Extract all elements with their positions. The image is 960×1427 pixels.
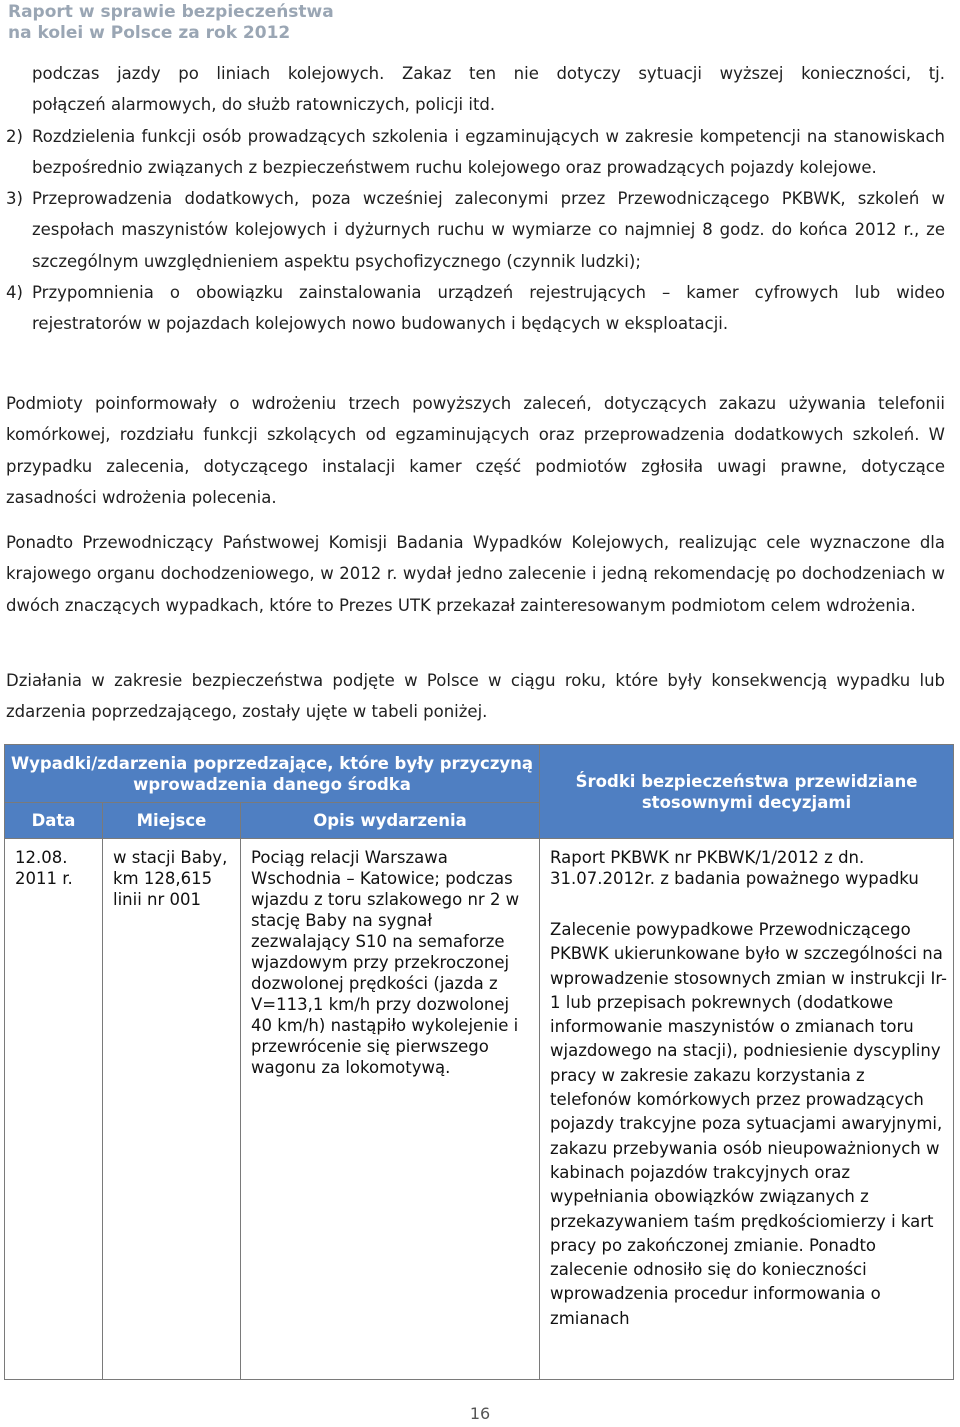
header-date: Data [5,803,103,839]
header-title-line1: Raport w sprawie bezpieczeństwa [8,2,334,22]
page-number: 16 [469,1404,491,1423]
header-place: Miejsce [103,803,241,839]
cell-place: w stacji Baby, km 128,615 linii nr 001 [103,839,241,1380]
list-item-2 [6,121,945,184]
cell-description: Pociąg relacji Warszawa Wschodnia – Katowice; podczas wjazdu z toru szlakowego nr 2 w stację Baby na sygnał zezwalający S10 na semaforze wjazdowym przy przekroczonej dozwolonej prędkości (jazda z V=113,1 km/h przy dozwolonej 40 km/h) nastąpiło wykolejenie i przewrócenie się pierwszego wagonu za lokomotywą. [241,839,540,1380]
paragraph-implementation: Podmioty poinformowały o wdrożeniu trzech powyższych zaleceń, dotyczących zakazu używania telefonii komórkowej, rozdziału funkcji szkolących od egzaminujących oraz przeprowadzenia dodatkowych szkoleń. W przypadku zalecenia, dotyczącego instalacji kamer część podmiotów zgłosiła uwagi prawne, dotyczące zasadności wdrożenia polecenia. [6,394,945,507]
paragraph-table-intro: Działania w zakresie bezpieczeństwa podjęte w Polsce w ciągu roku, które były konsekwencją wypadku lub zdarzenia poprzedzającego, zostały ujęte w tabeli poniżej. [6,671,945,722]
safety-measures-table [4,744,953,1380]
measure-recommendation: Zalecenie powypadkowe Przewodniczącego PKBWK ukierunkowane było w szczególności na wprowadzenie stosownych zmian w instrukcji Ir-1 lub przepisach pokrewnych (dodatkowe informowanie maszynistów o zmianach toru wjazdowego na stacji), podniesienie dyscypliny pracy w zakresie zakazu korzystania z telefonów komórkowych przez prowadzących pojazdy trakcyjne poza sytuacjami awaryjnymi, zakazu przebywania osób nieupoważnionych w kabinach pojazdów trakcyjnych oraz wypełniania obowiązków związanych z przekazywaniem taśm prędkościomierzy i kart pracy po zakończonej zmianie. Ponadto zalecenie odnosiło się do konieczności wprowadzenia procedur informowania o zmianach [550,920,947,1328]
list-item-3 [6,183,945,277]
cell-measures [540,839,954,1380]
list-number: 3) [6,189,23,209]
header-events: Wypadki/zdarzenia poprzedzające, które były przyczyną wprowadzenia danego środka [5,745,540,803]
list-item-continuation [6,58,945,121]
cell-date: 12.08. 2011 r. [5,839,103,1380]
header-description: Opis wydarzenia [241,803,540,839]
paragraph-pkbwk: Ponadto Przewodniczący Państwowej Komisji Badania Wypadków Kolejowych, realizując cele wyznaczone dla krajowego organu dochodzeniowego, w 2012 r. wydał jedno zalecenie i jedną rekomendację po dochodzeniach w dwóch znaczących wypadkach, które to Prezes UTK przekazał zainteresowanym podmiotom celem wdrożenia. [6,533,945,615]
list-item-text: Rozdzielenia funkcji osób prowadzących szkolenia i egzaminujących w zakresie kompetencji na stanowiskach bezpośrednio związanych z bezpieczeństwem ruchu kolejowego oraz prowadzących pojazdy kolejowe. [32,126,945,177]
header-title-line2: na kolei w Polsce za rok 2012 [8,23,291,43]
list-item-4 [6,277,945,340]
continuation-line-1: podczas jazdy po liniach kolejowych. Zakaz ten nie dotyczy sytuacji wyższej konieczności, tj. [32,64,945,83]
list-item-text: Przypomnienia o obowiązku zainstalowania urządzeń rejestrujących – kamer cyfrowych lub wideo rejestratorów w pojazdach kolejowych nowo budowanych i będących w eksploatacji. [32,283,945,334]
measure-report: Raport PKBWK nr PKBWK/1/2012 z dn. 31.07.2012r. z badania poważnego wypadku [550,848,919,888]
list-section [6,58,945,340]
list-number: 2) [6,126,23,146]
continuation-line-2: połączeń alarmowych, do służb ratowniczych, policji itd. [32,95,496,115]
list-item-text: Przeprowadzenia dodatkowych, poza wcześniej zaleconymi przez Przewodniczącego PKBWK, szkoleń w zespołach maszynistów kolejowych i dyżurnych ruchu w wymiarze co najmniej 8 godz. do końca 2012 r., ze szczególnym uwzględnieniem aspektu psychofizycznego (czynnik ludzki); [32,189,945,271]
list-number: 4) [6,283,23,303]
document-header [8,2,334,44]
header-measures: Środki bezpieczeństwa przewidziane stosownymi decyzjami [540,745,954,839]
table-row [5,839,954,1380]
